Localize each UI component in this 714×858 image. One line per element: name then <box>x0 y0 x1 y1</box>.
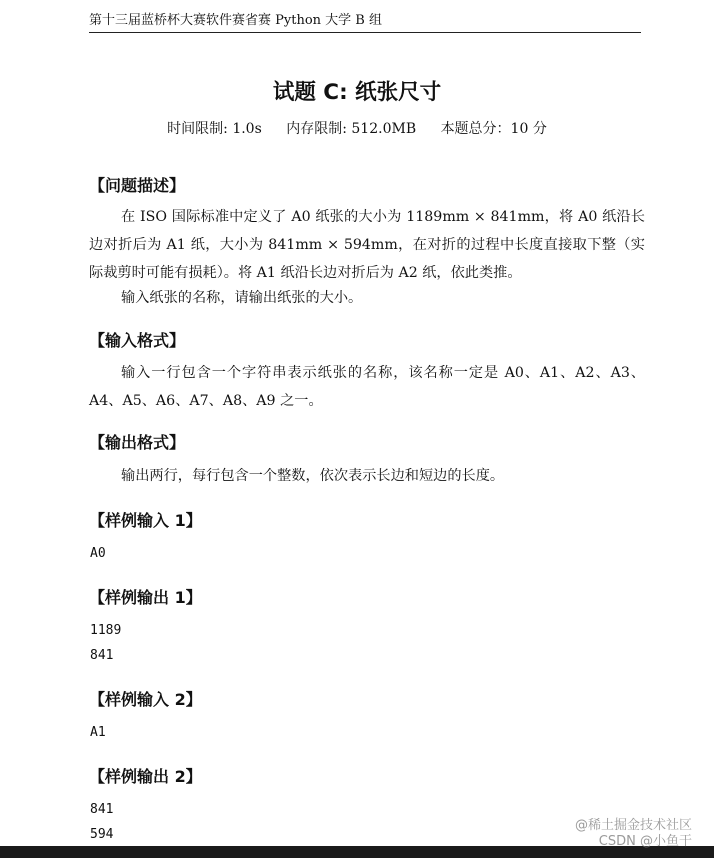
description-paragraph-1: 在 ISO 国际标准中定义了 A0 纸张的大小为 1189mm × 841mm，将 A0 纸沿长边对折后为 A1 纸，大小为 841mm × 594mm，在对折的过程中长度直接取下整（实际裁剪时可能有损耗）。将 A1 纸沿长边对折后为 A2 纸，依此类推。 <box>89 209 645 281</box>
time-limit: 时间限制: 1.0s <box>167 121 262 137</box>
problem-title: 试题 C: 纸张尺寸 <box>272 80 442 105</box>
sample-output-2-line: 841 <box>90 802 114 817</box>
sample-output-1-heading: 【样例输出 1】 <box>89 588 202 607</box>
sample-output-2-heading: 【样例输出 2】 <box>89 767 202 786</box>
input-format-heading: 【输入格式】 <box>89 331 186 350</box>
watermark-line-1: @稀土掘金技术社区 <box>574 818 692 833</box>
description-paragraph-2: 输入纸张的名称，请输出纸张的大小。 <box>121 290 363 306</box>
problem-meta <box>0 119 714 139</box>
watermark <box>575 818 692 850</box>
watermark-line-2: CSDN @小鱼干 <box>598 834 692 849</box>
input-format-paragraph: 输入一行包含一个字符串表示纸张的名称，该名称一定是 A0、A1、A2、A3、A4、A5、A6、A7、A8、A9 之一。 <box>89 365 645 409</box>
total-score: 本题总分：10 分 <box>440 121 547 137</box>
sample-input-2-line: A1 <box>90 725 106 740</box>
sample-output-1-line: 841 <box>90 648 114 663</box>
sample-input-1-heading: 【样例输入 1】 <box>89 511 202 530</box>
output-format-paragraph: 输出两行，每行包含一个整数，依次表示长边和短边的长度。 <box>121 468 505 484</box>
description-heading: 【问题描述】 <box>89 176 186 195</box>
sample-output-2-line: 594 <box>90 827 114 842</box>
sample-output-1-line: 1189 <box>90 623 122 638</box>
running-header: 第十三届蓝桥杯大赛软件赛省赛 Python 大学 B 组 <box>89 12 641 33</box>
sample-input-1-line: A0 <box>90 546 106 561</box>
sample-input-2-heading: 【样例输入 2】 <box>89 690 202 709</box>
output-format-heading: 【输出格式】 <box>89 433 186 452</box>
memory-limit: 内存限制: 512.0MB <box>286 121 417 137</box>
